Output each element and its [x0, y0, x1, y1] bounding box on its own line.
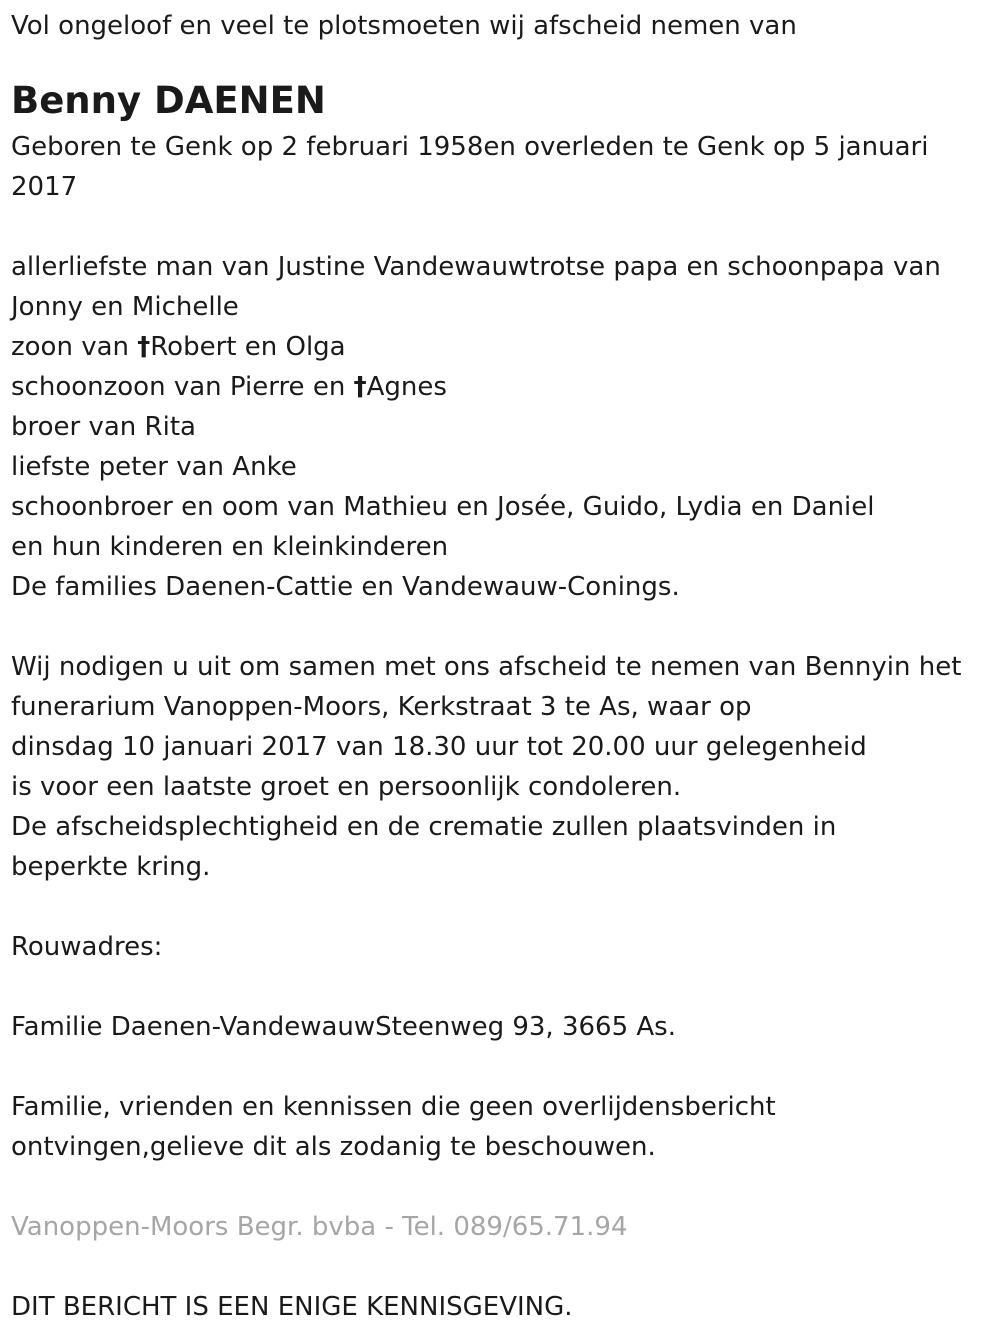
funeral-home-info: Vanoppen-Moors Begr. bvba - Tel. 089/65.71.94 [11, 1212, 628, 1242]
family-text: Agnes [366, 372, 447, 402]
family-line: liefste peter van Anke [11, 452, 297, 482]
spacer [11, 1047, 991, 1087]
invitation-line: is voor een laatste groet en persoonlijk condoleren. [11, 772, 682, 802]
family-line-zoon [11, 327, 991, 367]
spacer [11, 46, 991, 76]
rouwadres-address: Familie Daenen-VandewauwSteenweg 93, 3665 As. [11, 1012, 676, 1042]
spacer [11, 1247, 991, 1287]
family-line: De families Daenen-Cattie en Vandewauw-Conings. [11, 572, 680, 602]
family-text: schoonzoon van Pierre en [11, 372, 354, 402]
rouwadres-label: Rouwadres: [11, 932, 163, 962]
spacer [11, 967, 991, 1007]
deceased-name: Benny DAENEN [11, 79, 326, 122]
cross-icon: † [137, 332, 151, 362]
family-line: schoonbroer en oom van Mathieu en Josée, Guido, Lydia en Daniel [11, 492, 875, 522]
death-notice [11, 6, 991, 1327]
family-line: allerliefste man van Justine Vandewauwtrotse papa en schoonpapa van [11, 252, 941, 282]
notice-line: ontvingen,gelieve dit als zodanig te beschouwen. [11, 1132, 656, 1162]
invitation-line: De afscheidsplechtigheid en de crematie zullen plaatsvinden in [11, 812, 837, 842]
spacer [11, 1167, 991, 1207]
intro-text: Vol ongeloof en veel te plotsmoeten wij afscheid nemen van [11, 11, 797, 41]
family-line: broer van Rita [11, 412, 196, 442]
family-line-schoonzoon [11, 367, 991, 407]
closing-statement: DIT BERICHT IS EEN ENIGE KENNISGEVING. [11, 1292, 573, 1322]
notice-line: Familie, vrienden en kennissen die geen overlijdensbericht [11, 1092, 776, 1122]
invitation-line: Wij nodigen u uit om samen met ons afscheid te nemen van Bennyin het [11, 652, 962, 682]
invitation-line: beperkte kring. [11, 852, 211, 882]
birth-death-line: 2017 [11, 172, 78, 202]
spacer [11, 607, 991, 647]
family-text: zoon van [11, 332, 138, 362]
family-line: en hun kinderen en kleinkinderen [11, 532, 449, 562]
spacer [11, 887, 991, 927]
cross-icon: † [353, 372, 367, 402]
birth-death-line: Geboren te Genk op 2 februari 1958en overleden te Genk op 5 januari [11, 132, 929, 162]
invitation-line: dinsdag 10 januari 2017 van 18.30 uur tot 20.00 uur gelegenheid [11, 732, 867, 762]
invitation-line: funerarium Vanoppen-Moors, Kerkstraat 3 te As, waar op [11, 692, 752, 722]
family-line: Jonny en Michelle [11, 292, 239, 322]
spacer [11, 207, 991, 247]
family-text: Robert en Olga [150, 332, 346, 362]
